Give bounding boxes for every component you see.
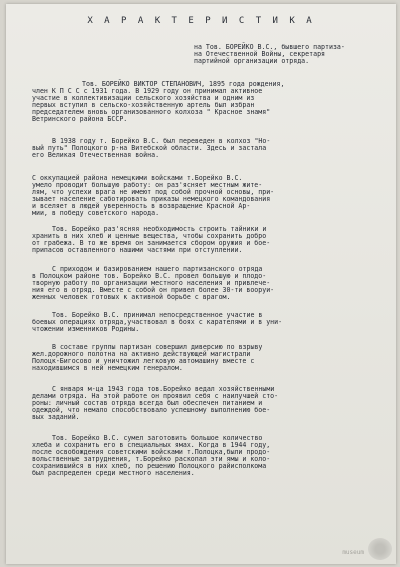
text-line: Тов. Борейко В.С. сумел заготовить большое количество	[52, 434, 263, 442]
text-line: Ветринского района БССР.	[32, 115, 128, 123]
text-line: Тов. БОРЕЙКО ВИКТОР СТЕПАНОВИЧ, 1895 года рождения,	[82, 80, 285, 88]
text-line: председателем вновь организованного колхоза " Красное знамя"	[32, 108, 271, 116]
text-line: делами отряда. На этой работе он проявил себя с наилучшей сто-	[32, 392, 279, 400]
museum-watermark-logo	[368, 538, 392, 560]
text-line: сохранившийся в них хлеб, по решению Полоцкого райисполкома	[32, 462, 267, 470]
text-line: С января м-ца 1943 года тов.Борейко ведал хозяйственными	[52, 385, 275, 393]
text-line: от грабежа. В то же время он занимается сбором оружия и бое-	[32, 239, 271, 247]
text-line: женных человек готовых к активной борьбе с врагом.	[32, 293, 231, 301]
text-line: вых заданий.	[32, 413, 80, 421]
text-line: В составе группы партизан совершил диверсию по взрыву	[52, 343, 263, 351]
text-line: вольственные затруднения, т.Борейко раскопал эти ямы и коло-	[32, 455, 271, 463]
text-line: его Великая Отечественная война.	[32, 151, 160, 159]
text-line: хлеба и сохранить его в специальных ямах. Когда в 1944 году,	[32, 441, 271, 449]
text-line: после освобождения советскими войсками т.Полоцка,были продо-	[32, 448, 271, 456]
addressee-line: на Тов. БОРЕЙКО В.С., бывшего партиза-	[194, 43, 345, 51]
text-line: боевых операциях отряда,участвовал в боях с карателями и в уни-	[32, 318, 283, 326]
text-line: мии, в победу советского народа.	[32, 209, 160, 217]
text-line: роны: личный состав отряда всегда был обеспечен питанием и	[32, 399, 263, 407]
text-line: участие в коллективизации сельского хозяйства и одним из	[32, 94, 255, 102]
text-line: был распределен среди местного населения.	[32, 469, 195, 477]
text-line: зывает население саботировать приказы немецкого командования	[32, 195, 271, 203]
text-line: жел.дорожного полотна на активно действующей магистрали	[32, 350, 251, 358]
text-line: С приходом и базированием нашего партизанского отряда	[52, 265, 263, 273]
text-line: находившимся в ней немецким генералом.	[32, 364, 183, 372]
text-line: Тов. Борейко В.С. принимал непосредственное участие в	[52, 311, 263, 319]
document-title: Х А Р А К Т Е Р И С Т И К А	[87, 16, 315, 26]
text-line: хранить в них хлеб и ценные вещества, чтобы сохранить добро	[32, 232, 267, 240]
text-line: С оккупацией района немецкими войсками т.Борейко В.С.	[32, 174, 243, 182]
text-line: ния его в отряд. Вместе с собой он привел более 30-ти вооруи-	[32, 286, 275, 294]
text-line: первых вступил в сельско-хозяйственную артель был избран	[32, 101, 255, 109]
text-line: вый путь" Полоцкого р-на Витебской области. Здесь и застала	[32, 144, 267, 152]
addressee-line: на Отечественной Войны, секретаря	[194, 50, 326, 58]
text-line: и вселяет в людей уверенность в возвращение Красной Ар-	[32, 202, 251, 210]
addressee-line: партийной организации отряда.	[194, 57, 310, 65]
text-line: член К П С С с 1931 года. В 1929 году он принимал активное	[32, 87, 263, 95]
document-sheet	[6, 4, 396, 564]
text-line: припасов оставленного нашими частями при отступлении.	[32, 246, 243, 254]
text-line: одеждой, что немало способствовало успешному выполнению бое-	[32, 406, 271, 414]
text-line: творную работу по организации местного населения и привлече-	[32, 279, 271, 287]
text-line: В 1938 году т. Борейко В.С. был переведен в колхоз "Но-	[52, 137, 271, 145]
text-line: умело проводит большую работу: он раз'ясняет местным жите-	[32, 181, 263, 189]
text-line: лям, что успехи врага не имеют под собой прочной основы, при-	[32, 188, 275, 196]
text-line: в Полоцком районе тов. Борейко В.С. провел большую и плодо-	[32, 272, 267, 280]
text-line: Полоцк-Бигосово и уничтожил легковую автомашину вместе с	[32, 357, 255, 365]
text-line: Тов. Борейко раз'ясняя необходимость строить тайники и	[52, 225, 267, 233]
text-line: чтожении изменников Родины.	[32, 325, 140, 333]
museum-watermark-text: museum	[342, 549, 364, 556]
